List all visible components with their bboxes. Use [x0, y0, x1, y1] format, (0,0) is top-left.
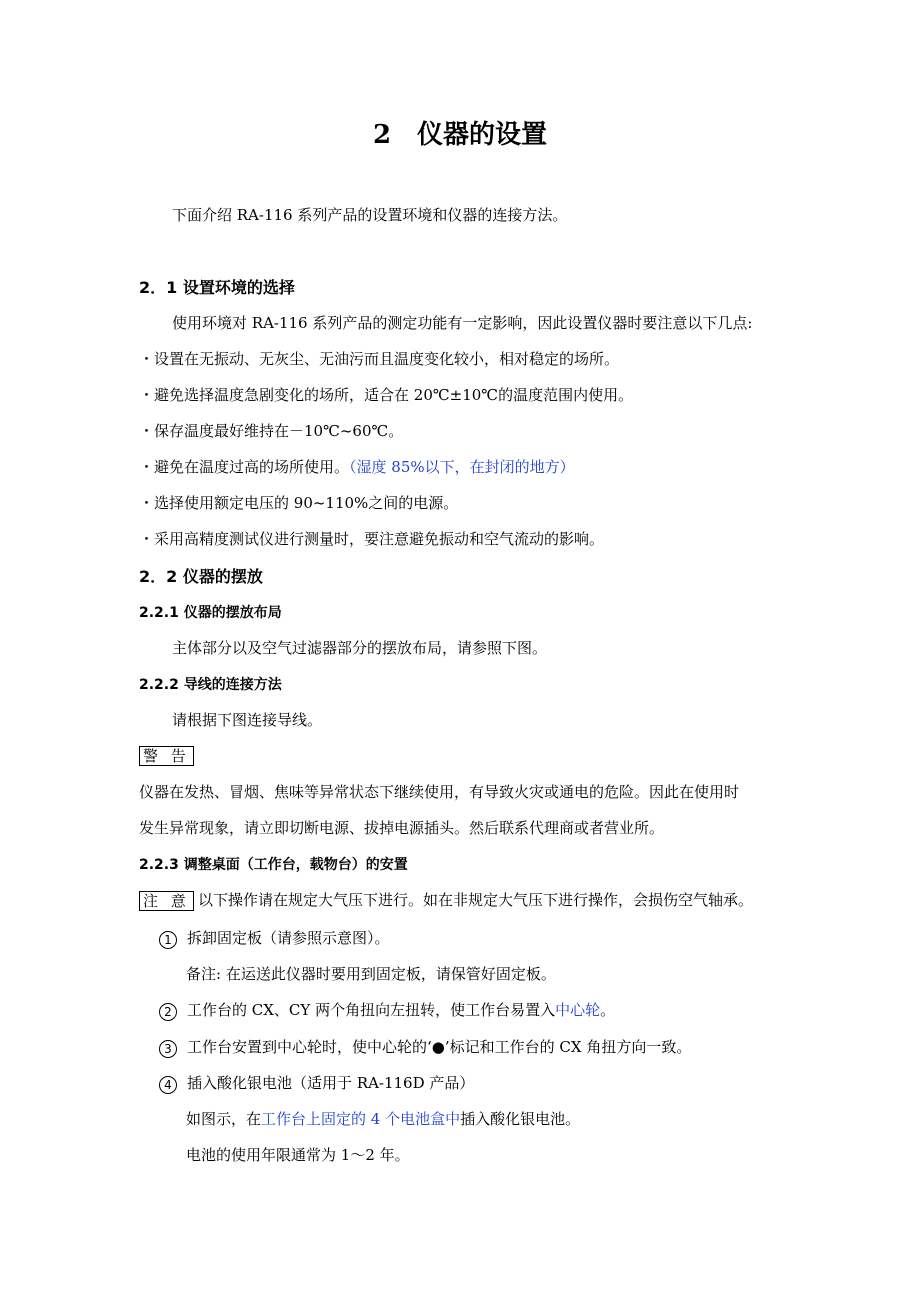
warning-text-line1: 仪器在发热、冒烟、焦味等异常状态下继续使用，有导致火灾或通电的危险。因此在使用时 — [139, 783, 740, 801]
step-4-detail — [186, 1110, 580, 1128]
step-2-end: 。 — [600, 1001, 616, 1019]
step-1-remark: 备注: 在运送此仪器时要用到固定板，请保管好固定板。 — [186, 965, 556, 983]
bullet-text: ・避免在温度过高的场所使用。 — [139, 458, 350, 476]
step-4 — [159, 1074, 474, 1094]
step-number-4: 4 — [159, 1076, 177, 1094]
section-2-1-heading: 2．1 设置环境的选择 — [139, 278, 295, 297]
section-2-2-1-heading: 2.2.1 仪器的摆放布局 — [139, 605, 282, 621]
bullet-item: ・采用高精度测试仪进行测量时，要注意避免振动和空气流动的影响。 — [139, 530, 605, 548]
section-2-2-2-text: 请根据下图连接导线。 — [172, 711, 323, 729]
step-4-detail-c: 插入酸化银电池。 — [460, 1110, 581, 1128]
step-number-2: 2 — [159, 1003, 177, 1021]
step-1 — [159, 929, 390, 949]
step-number-1: 1 — [159, 931, 177, 949]
caution-text: 以下操作请在规定大气压下进行。如在非规定大气压下进行操作，会损伤空气轴承。 — [198, 891, 754, 909]
section-2-2-3-heading: 2.2.3 调整桌面（工作台，载物台）的安置 — [139, 857, 408, 873]
step-1-text: 拆卸固定板（请参照示意图）。 — [187, 929, 390, 947]
bullet-item: ・设置在无振动、无灰尘、无油污而且温度变化较小，相对稳定的场所。 — [139, 350, 620, 368]
section-2-2-heading: 2．2 仪器的摆放 — [139, 567, 263, 586]
page-title: 2 仪器的设置 — [372, 120, 548, 150]
caution-label: 注 意 — [139, 891, 194, 911]
warning-label: 警 告 — [139, 746, 194, 766]
section-2-2-2-heading: 2.2.2 导线的连接方法 — [139, 677, 282, 693]
bullet-item: ・保存温度最好维持在－10℃~60℃。 — [139, 422, 404, 440]
step-4-text: 插入酸化银电池（适用于 RA-116D 产品） — [187, 1074, 475, 1092]
humidity-note: （湿度 85%以下，在封闭的地方） — [349, 458, 575, 476]
bullet-item: ・选择使用额定电压的 90~110%之间的电源。 — [139, 494, 459, 512]
warning-text-line2: 发生异常现象，请立即切断电源、拔掉电源插头。然后联系代理商或者营业所。 — [139, 819, 665, 837]
battery-life-text: 电池的使用年限通常为 1～2 年。 — [186, 1146, 410, 1164]
bullet-item: ・避免选择温度急剧变化的场所，适合在 20℃±10℃的温度范围内使用。 — [139, 386, 634, 404]
step-3-text: 工作台安置到中心轮时，使中心轮的‘●’标记和工作台的 CX 角扭方向一致。 — [187, 1038, 692, 1056]
section-2-1-intro: 使用环境对 RA-116 系列产品的测定功能有一定影响，因此设置仪器时要注意以下几点: — [172, 314, 753, 332]
battery-box-term: 工作台上固定的 4 个电池盒中 — [261, 1110, 461, 1128]
intro-text: 下面介绍 RA-116 系列产品的设置环境和仪器的连接方法。 — [172, 206, 568, 224]
section-2-2-1-text: 主体部分以及空气过滤器部分的摆放布局，请参照下图。 — [172, 639, 548, 657]
step-4-detail-a: 如图示，在 — [186, 1110, 262, 1128]
step-3 — [159, 1038, 691, 1058]
step-2-text: 工作台的 CX、CY 两个角扭向左扭转，使工作台易置入 — [187, 1001, 556, 1019]
bullet-item — [139, 458, 575, 476]
step-2 — [159, 1001, 615, 1021]
step-number-3: 3 — [159, 1040, 177, 1058]
center-wheel-term: 中心轮 — [555, 1001, 601, 1019]
